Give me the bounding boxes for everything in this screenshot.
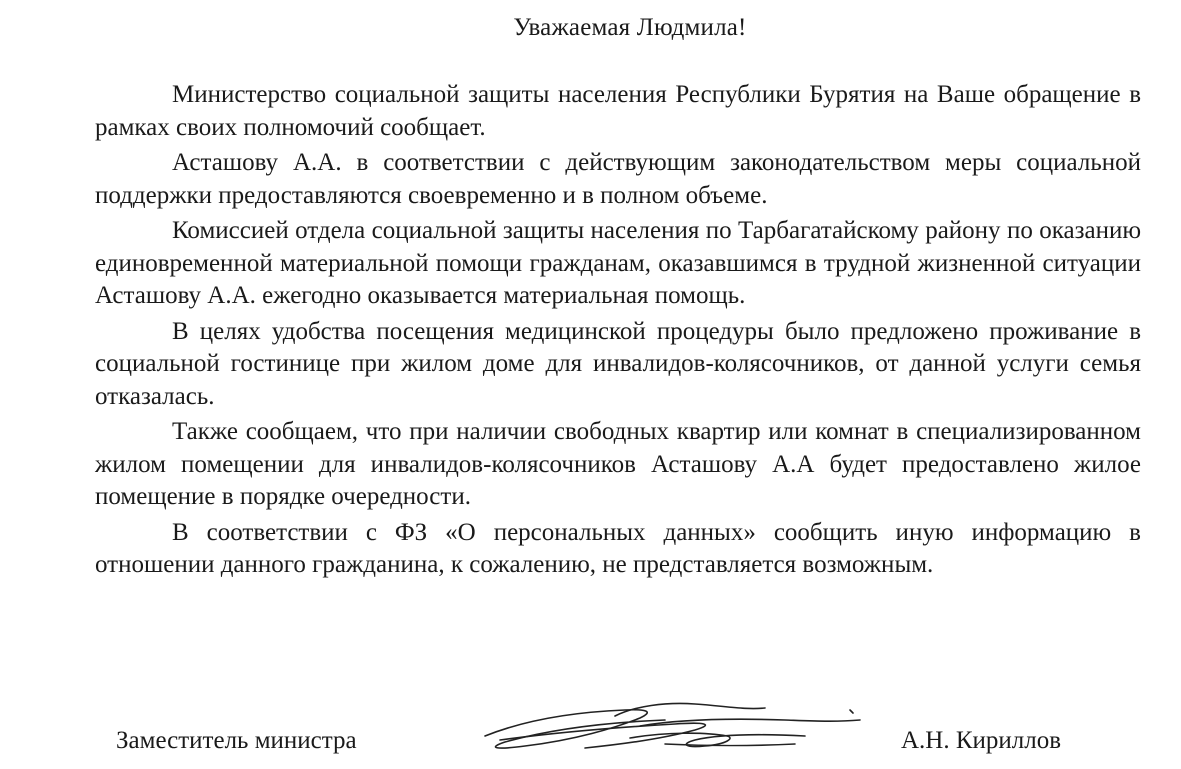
signer-name: А.Н. Кириллов (901, 727, 1062, 754)
letter-greeting: Уважаемая Людмила! (513, 14, 747, 41)
paragraph-social-hotel: В целях удобства посещения медицинской процедуры было предложено проживание в социальной гостинице при жилом доме для инвалидов-колясочников, от данной услуги семья отказалась. (95, 317, 1141, 410)
handwritten-signature (465, 698, 875, 760)
letter-body (95, 79, 1141, 585)
paragraph-personal-data: В соответствии с ФЗ «О персональных данных» сообщить иную информацию в отношении данного гражданина, к сожалению, не представляется возможным. (95, 518, 1141, 578)
paragraph-material-aid: Комиссией отдела социальной защиты населения по Тарбагатайскому району по оказанию единовременной материальной помощи гражданам, оказавшимся в трудной жизненной ситуации Асташову А.А. ежегодно оказывается материальная помощь. (95, 217, 1141, 309)
paragraph-social-support: Асташову А.А. в соответствии с действующим законодательством меры социальной поддержки предоставляются своевременно и в полном объеме. (95, 149, 1141, 209)
signer-title: Заместитель министра (116, 727, 357, 754)
paragraph-ministry-response: Министерство социальной защиты населения Республики Бурятия на Ваше обращение в рамках своих полномочий сообщает. (95, 81, 1141, 141)
paragraph-housing: Также сообщаем, что при наличии свободных квартир или комнат в специализированном жилом помещении для инвалидов-колясочников Асташову А.А будет предоставлено жилое помещение в порядке очередности. (95, 418, 1141, 510)
